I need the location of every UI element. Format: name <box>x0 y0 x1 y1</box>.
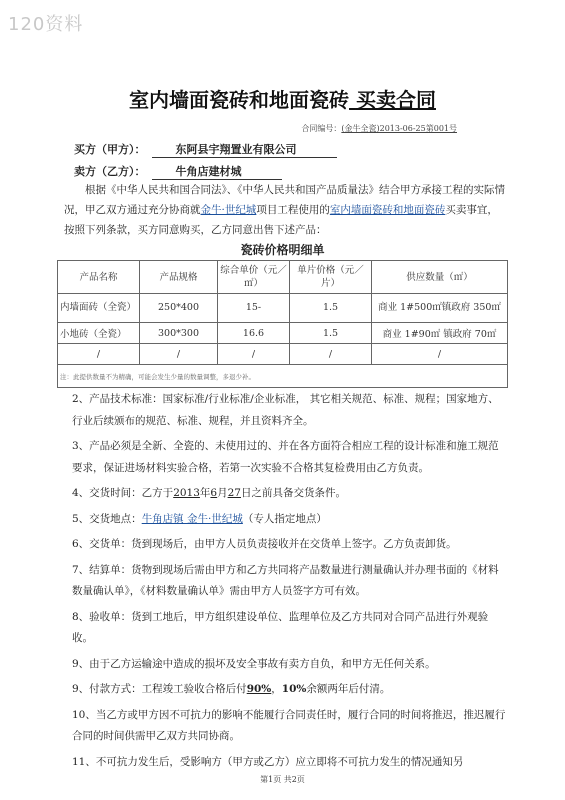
table-header-row <box>58 261 508 294</box>
price-table <box>57 260 508 388</box>
title-main: 室内墙面瓷砖和地面瓷砖 <box>129 88 350 112</box>
header-piece-price: 单片价格（元／片） <box>290 261 372 294</box>
payment-percent-2: 10% <box>281 683 307 695</box>
table-cell: 小地砖（全瓷） <box>58 323 140 344</box>
intro-paragraph <box>64 180 508 240</box>
clause-11: 11、不可抗力发生后，受影响方（甲方或乙方）应立即将不可抗力发生的情况通知另 <box>72 755 464 768</box>
clause-8: 8、验收单：货到工地后，甲方组织建设单位、监理单位及乙方共同对合同产品进行外观验收。 <box>72 610 489 644</box>
clause-10: 10、当乙方或甲方因不可抗力的影响不能履行合同责任时，履行合同的时间将推迟，推迟履行合同的时间供需甲乙双方共同协商。 <box>72 708 506 742</box>
payment-text: ， <box>271 683 282 695</box>
delivery-place: 牛角店镇 金牛·世纪城 <box>141 512 243 525</box>
payment-text: 余额两年后付清。 <box>306 683 391 695</box>
intro-text-3: 买卖事宜，按照下列条款，买方同意购买，乙方同意出售下述产品： <box>64 204 498 236</box>
party-a-label: 买方（甲方）： <box>74 143 146 156</box>
clause-4 <box>72 483 508 505</box>
table-cell: / <box>290 344 372 365</box>
clause-4-text: 月 <box>217 487 228 499</box>
table-cell: / <box>372 344 508 365</box>
table-cell: 内墙面砖（全瓷） <box>58 294 140 323</box>
page-footer: 第1页 共2页 <box>260 775 305 784</box>
intro-text-2: 项目工程使用的 <box>256 204 330 216</box>
table-cell: 300*300 <box>140 323 218 344</box>
clause-4-text: 4、交货时间：乙方于 <box>72 487 174 499</box>
clause-7: 7、结算单：货物到现场后需由甲方和乙方共同将产品数量进行测量确认并办理书面的《材料数量确认单》，《材料数量确认单》需由甲方人员签字方可有效。 <box>72 563 499 597</box>
contract-number-value: (金牛全瓷)2013-06-25第001号 <box>341 124 457 133</box>
title-tail: 买卖合同 <box>355 88 436 112</box>
intro-goods: 室内墙面瓷砖和地面瓷砖 <box>329 204 446 216</box>
header-spec: 产品规格 <box>140 261 218 294</box>
party-b <box>74 163 282 180</box>
table-cell: 商业 1#90㎡ 镇政府 70㎡ <box>372 323 508 344</box>
table-cell: 1.5 <box>290 294 372 323</box>
table-title: 瓷砖价格明细单 <box>240 243 325 257</box>
table-cell: 商业 1#500㎡镇政府 350㎡ <box>372 294 508 323</box>
header-unit-price: 综合单价（元／㎡） <box>218 261 290 294</box>
clause-4-text: 年 <box>199 487 211 499</box>
watermark: 120资料 <box>8 14 84 35</box>
table-cell: / <box>58 344 140 365</box>
table-cell: 15- <box>218 294 290 323</box>
payment-text: 9、付款方式：工程竣工验收合格后付 <box>72 683 247 695</box>
table-cell: 250*400 <box>140 294 218 323</box>
clause-2: 2、产品技术标准：国家标准/行业标准/企业标准， 其它相关规范、标准、规程；国家地方、行业后续颁布的规范、标准、规程，并且资料齐全。 <box>72 393 499 427</box>
clause-5 <box>72 509 508 531</box>
clause-4-text: 日之前具备交货条件。 <box>240 487 346 499</box>
table-cell: 16.6 <box>218 323 290 344</box>
clause-5-text: （专人指定地点） <box>242 512 327 525</box>
delivery-year: 2013 <box>173 487 200 499</box>
party-a-name: 东阿县宇翔置业有限公司 <box>152 141 337 158</box>
clause-3: 3、产品必须是全新、全瓷的、未使用过的、并在各方面符合相应工程的设计标准和施工规范要求，保证进场材料实验合格，若第一次实验不合格其复检费用由乙方负责。 <box>72 440 499 474</box>
table-row <box>58 323 508 344</box>
delivery-month: 6 <box>210 487 218 499</box>
delivery-day: 27 <box>227 487 241 499</box>
clause-payment <box>72 679 508 701</box>
party-a <box>74 141 337 158</box>
party-b-label: 卖方（乙方）： <box>74 165 146 178</box>
intro-project: 金牛·世纪城 <box>200 204 257 216</box>
header-product-name: 产品名称 <box>58 261 140 294</box>
table-cell: / <box>218 344 290 365</box>
party-b-name: 牛角店建材城 <box>152 163 282 180</box>
clause-9: 9、由于乙方运输途中造成的损坏及安全事故有卖方自负，和甲方无任何关系。 <box>72 657 436 670</box>
contract-number <box>301 123 457 134</box>
clause-6: 6、交货单：货到现场后，由甲方人员负责接收并在交货单上签字。乙方负责卸货。 <box>72 538 457 550</box>
table-cell: / <box>140 344 218 365</box>
header-quantity: 供应数量（㎡） <box>372 261 508 294</box>
table-note-row <box>58 365 508 388</box>
clause-5-text: 5、交货地点： <box>72 512 142 525</box>
table-note: 注：此提供数量不为精确，可能会发生少量的数量调整，多退少补。 <box>58 365 508 388</box>
table-row <box>58 294 508 323</box>
intro-text-1: 根据《中华人民共和国合同法》、《中华人民共和国产品质量法》结合甲方承接工程的实际情况，甲乙双方通过充分协商就 <box>64 184 505 216</box>
contract-number-label: 合同编号： <box>301 124 342 133</box>
payment-percent-1: 90% <box>246 683 272 695</box>
table-row <box>58 344 508 365</box>
contract-clauses <box>72 389 508 777</box>
table-cell: 1.5 <box>290 323 372 344</box>
document-title <box>0 84 565 113</box>
